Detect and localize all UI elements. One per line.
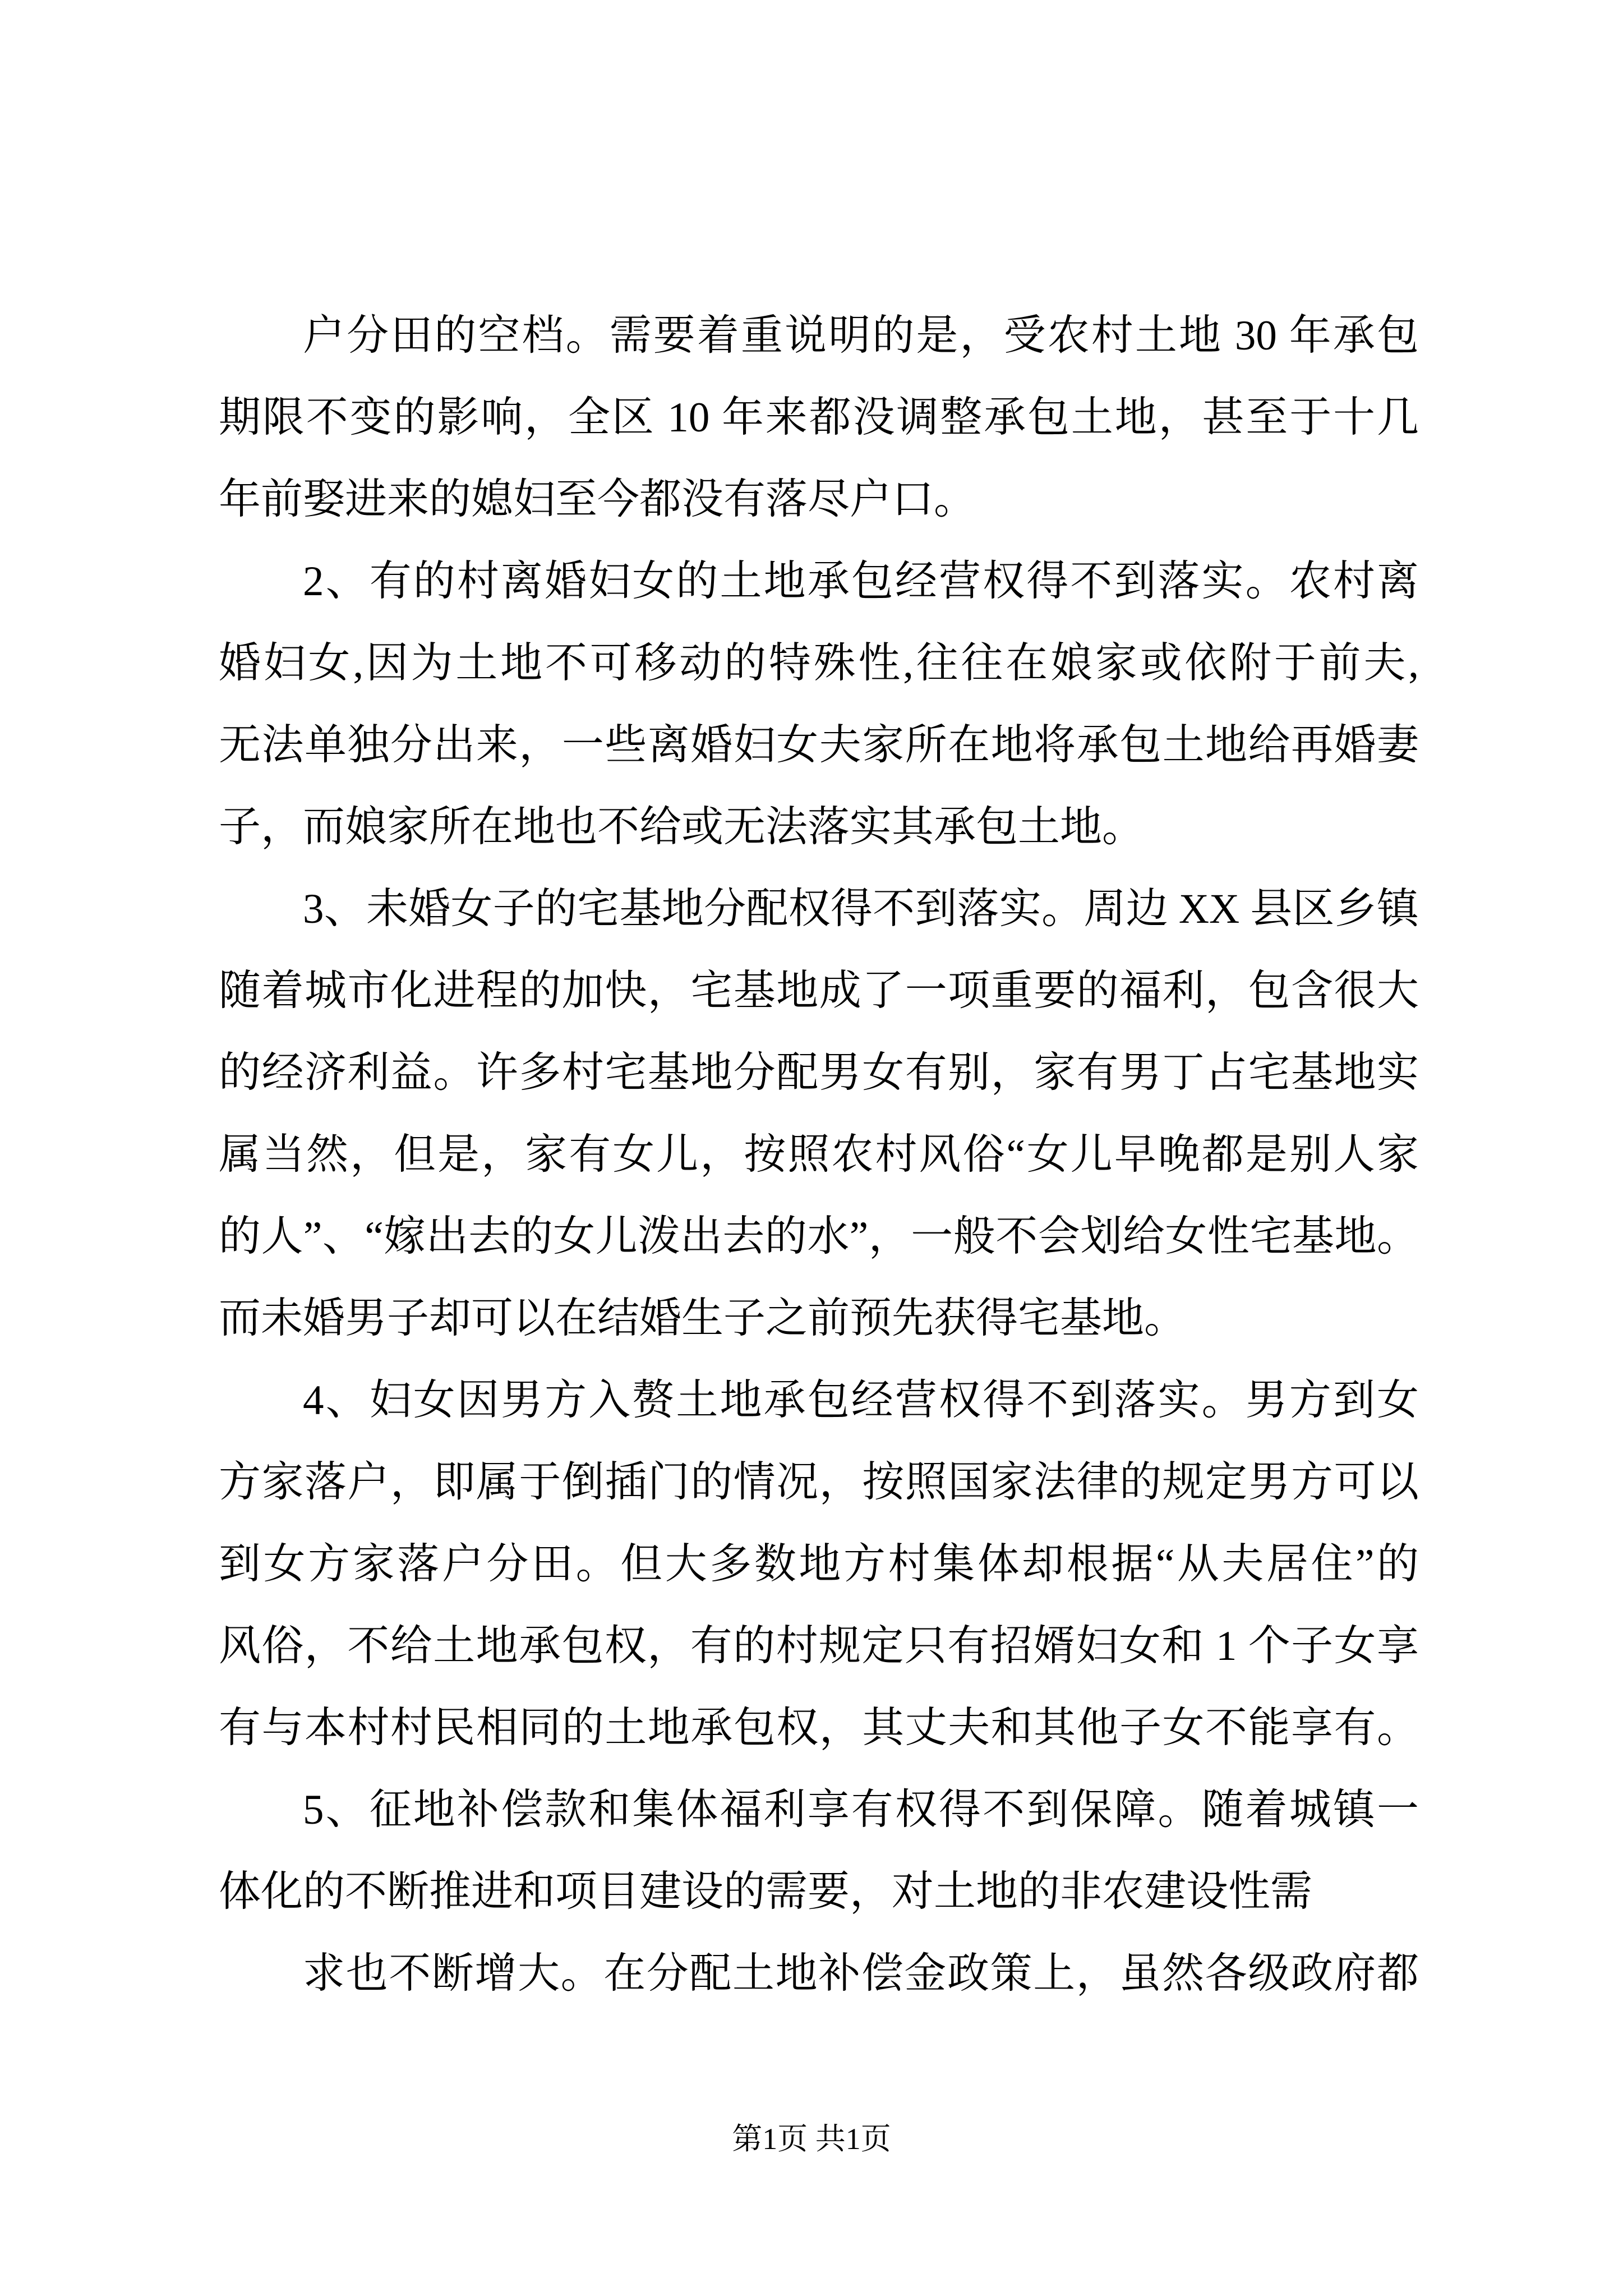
body-line-13: 而未婚男子却可以在结婚生子之前预先获得宅基地。 — [219, 1295, 1187, 1342]
body-line-8: 3、未婚女子的宅基地分配权得不到落实。周边 XX 县区乡镇 — [303, 886, 1419, 932]
body-line-2: 期限不变的影响，全区 10 年来都没调整承包土地，甚至于十几 — [219, 394, 1419, 441]
page-footer: 第1页 共1页 — [732, 2122, 891, 2156]
body-line-7: 子，而娘家所在地也不给或无法落实其承包土地。 — [219, 804, 1145, 850]
body-line-14: 4、妇女因男方入赘土地承包经营权得不到落实。男方到女 — [303, 1377, 1419, 1424]
body-line-11: 属当然，但是，家有女儿，按照农村风俗“女儿早晚都是别人家 — [219, 1131, 1419, 1178]
body-line-21: 求也不断增大。在分配土地补偿金政策上，虽然各级政府都 — [303, 1950, 1419, 1997]
body-line-3: 年前娶进来的媳妇至今都没有落尽户口。 — [219, 476, 976, 523]
body-line-10: 的经济利益。许多村宅基地分配男女有别，家有男丁占宅基地实 — [219, 1050, 1419, 1096]
body-line-9: 随着城市化进程的加快，宅基地成了一项重要的福利，包含很大 — [219, 968, 1419, 1014]
body-line-19: 5、征地补偿款和集体福利享有权得不到保障。随着城镇一 — [303, 1787, 1419, 1833]
body-line-4: 2、有的村离婚妇女的土地承包经营权得不到落实。农村离 — [303, 558, 1419, 605]
body-line-16: 到女方家落户分田。但大多数地方村集体却根据“从夫居住”的 — [219, 1541, 1419, 1588]
body-line-20: 体化的不断推进和项目建设的需要，对土地的非农建设性需 — [219, 1869, 1313, 1915]
body-line-17: 风俗，不给土地承包权，有的村规定只有招婿妇女和 1 个子女享 — [219, 1623, 1419, 1669]
body-line-15: 方家落户，即属于倒插门的情况，按照国家法律的规定男方可以 — [219, 1459, 1419, 1506]
body-line-1: 户分田的空档。需要着重说明的是，受农村土地 30 年承包 — [303, 312, 1419, 359]
body-line-18: 有与本村村民相同的土地承包权，其丈夫和其他子女不能享有。 — [219, 1705, 1419, 1751]
body-line-6: 无法单独分出来，一些离婚妇女夫家所在地将承包土地给再婚妻 — [219, 722, 1419, 769]
document-body — [219, 295, 1419, 2015]
body-line-12: 的人”、“嫁出去的女儿泼出去的水”，一般不会划给女性宅基地。 — [219, 1213, 1419, 1260]
body-line-5: 婚妇女,因为土地不可移动的特殊性,往往在娘家或依附于前夫, — [219, 640, 1419, 687]
